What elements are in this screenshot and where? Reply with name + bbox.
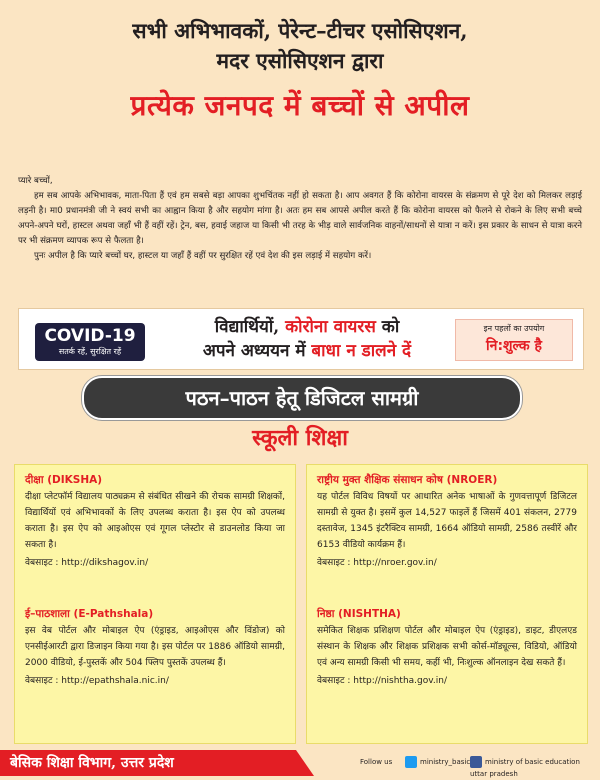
nroer-text: यह पोर्टल विविध विषयों पर आधारित अनेक भाषाओं के गुणवत्तापूर्ण डिजिटल सामग्री से युक्त है। इसमें कुल 14,527 फाइलें हैं जिसमें 401 संकलन, 2779 दस्तावेज, 1345 इंटरैक्टिव सामग्री, 1664 ऑडियो सामग्री, 2586 तस्वीरें और 6153 वीडियो कार्यक्रम हैं। <box>317 492 577 550</box>
facebook-link[interactable] <box>470 756 596 780</box>
greeting: प्यारे बच्चों, <box>18 176 53 186</box>
twitter-icon <box>405 756 417 768</box>
free-badge <box>455 319 573 361</box>
follow-us-label: Follow us <box>360 758 393 766</box>
covid-badge <box>35 323 145 361</box>
covid-msg-corona: कोरोना वायरस <box>279 317 376 337</box>
twitter-link[interactable] <box>405 756 470 768</box>
school-education-heading: स्कूली शिक्षा <box>252 425 348 451</box>
header-line2: मदर एसोसिएशन द्वारा <box>216 48 384 73</box>
epathshala-text: इस वेब पोर्टल और मोबाइल ऐप (एंड्राइड, आइओएस और विंडोज) को एनसीईआरटी द्वारा डिजाइन किया गया है। इस पोर्टल पर 1886 ऑडियो सामग्री, 2000 वीडियो, ई-पुस्तकें और 504 फ्लिप पुस्तकें उपलब्ध हैं। <box>25 626 285 668</box>
covid-badge-title: COVID-19 <box>44 326 136 346</box>
nroer-section <box>307 471 587 571</box>
diksha-title: दीक्षा (DIKSHA) <box>25 474 103 486</box>
facebook-page: ministry of basic education uttar pradesh <box>470 758 580 778</box>
appeal-paragraph-2: पुनः अपील है कि प्यारे बच्चों घर, हास्टल या जहाँ हैं वहीं पर सुरक्षित रहें एवं देश की इस लड़ाई में सहयोग करें। <box>34 251 372 261</box>
facebook-icon <box>470 756 482 768</box>
nishtha-text: समेकित शिक्षक प्रशिक्षण पोर्टल और मोबाइल ऐप (एंड्राइड), डाइट, डीएलएड संस्थान के शिक्षक और शिक्षक प्रशिक्षक सभी कोर्स-मॉड्यूल्स, विडियो, ऑडियो एवं अन्य सामग्री किसी भी समय, कहीं भी, निःशुल्क ऑनलाइन देख सकते हैं। <box>317 626 577 668</box>
header <box>0 16 600 124</box>
nishtha-website[interactable]: वेबसाइट : http://nishtha.gov.in/ <box>317 676 447 686</box>
left-card <box>14 464 296 744</box>
appeal-paragraph-1: हम सब आपके अभिभावक, माता-पिता हैं एवं हम सबसे बड़ा आपका शुभचिंतक नहीं हो सकता है। आप अवगत हैं कि कोरोना वायरस के संक्रमण से पूरे देश को मिलकर लड़ाई लड़नी है। मा0 प्रधानमंत्री जी ने स्वयं सभी का आह्वान किया है और सहयोग मांगा है। अतः हम सब आपसे अपील करते हैं कि कोरोना वायरस को फैलने से रोकने के लिए सभी बच्चे अपने-अपने घरों, हास्टल अथवा जहाँ भी हैं वहीं रहें। ट्रेन, बस, हवाई जहाज या किसी भी तरह के भीड़ वाले सार्वजनिक वाहनों/साधनों से यात्रा न करें। इस प्रकार के साधन से यात्रा करने पर भी संक्रमण व्यापक रूप से फैलता है। <box>18 191 582 246</box>
diksha-text: दीक्षा प्लेटफॉर्म विद्यालय पाठ्यक्रम से संबंधित सीखने की रोचक सामग्री शिक्षकों, विद्यार्थियों एवं अभिभावकों के लिए उपलब्ध कराता है। इस ऐप को उपलब्ध कराता है। इस ऐप को आइओएस एवं गूगल प्लेस्टोर से डाउनलोड किया जा सकता है। <box>25 492 285 550</box>
footer <box>0 747 600 777</box>
appeal-text <box>18 174 582 264</box>
twitter-handle: ministry_basic <box>420 758 471 766</box>
epathshala-section <box>15 605 295 689</box>
covid-msg-obstacle: बाधा न डालने दें <box>305 341 412 361</box>
covid-message-box <box>18 308 584 370</box>
department-name: बेसिक शिक्षा विभाग, उत्तर प्रदेश <box>0 750 296 776</box>
covid-message-line1 <box>157 315 457 339</box>
covid-message <box>157 315 457 363</box>
digital-content-banner: पठन–पाठन हेतू डिजिटल सामग्री <box>82 376 522 420</box>
diksha-section <box>15 471 295 571</box>
covid-message-line2 <box>157 339 457 363</box>
covid-msg-students: विद्यार्थियों, <box>214 317 280 337</box>
covid-msg-study: अपने अध्ययन में <box>202 341 306 361</box>
covid-msg-ko: को <box>375 317 400 337</box>
covid-badge-subtitle: सतर्क रहें, सुरक्षित रहें <box>58 347 122 356</box>
right-card <box>306 464 588 744</box>
nishtha-section <box>307 605 587 689</box>
epathshala-title: ई–पाठशाला (E-Pathshala) <box>25 608 154 620</box>
nroer-title: राष्ट्रीय मुक्त शैक्षिक संसाधन कोष (NROER) <box>317 474 498 486</box>
nishtha-title: निष्ठा (NISHTHA) <box>317 608 401 620</box>
free-badge-small: इन पहलों का उपयोग <box>483 324 545 333</box>
epathshala-website[interactable]: वेबसाइट : http://epathshala.nic.in/ <box>25 676 169 686</box>
diksha-website[interactable]: वेबसाइट : http://dikshagov.in/ <box>25 558 149 568</box>
free-badge-big: नि:शुल्क है <box>486 338 542 354</box>
header-line1: सभी अभिभावकों, पेरेन्ट–टीचर एसोसिएशन, <box>132 18 468 43</box>
nroer-website[interactable]: वेबसाइट : http://nroer.gov.in/ <box>317 558 437 568</box>
main-heading: प्रत्येक जनपद में बच्चों से अपील <box>130 89 470 122</box>
